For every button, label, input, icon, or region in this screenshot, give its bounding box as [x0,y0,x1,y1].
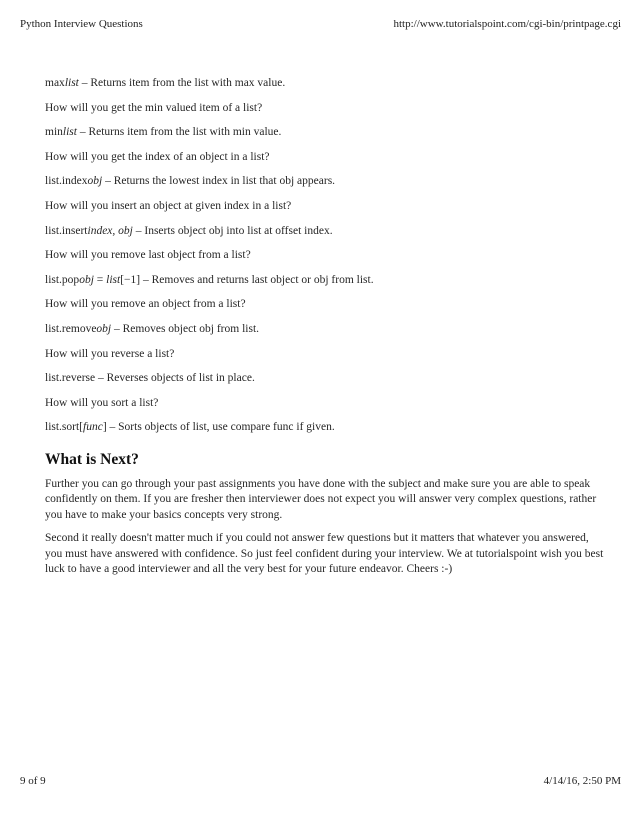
text-run: [−1] [120,273,141,286]
text-run: – Returns the lowest index in list that obj appears. [102,175,336,188]
list-item [45,322,605,347]
text-run: – Returns item from the list with max value. [78,77,286,89]
list-item [45,248,605,273]
list-item [45,273,605,298]
list-item [45,101,605,126]
list-item [45,76,605,101]
italic-run: list [106,273,121,286]
list-item [45,199,605,224]
text-run: How will you reverse a list? [45,347,175,360]
italic-run: list [64,77,79,89]
text-run: How will you sort a list? [45,396,159,409]
text-run: max [45,77,65,89]
text-run: How will you get the index of an object in a list? [45,150,270,163]
list-item [45,347,605,372]
print-datetime: 4/14/16, 2:50 PM [543,775,621,787]
list-item [45,125,605,150]
document-body [45,76,605,578]
list-item [45,297,605,322]
page-number: 9 of 9 [20,775,46,787]
text-run: – Returns item from the list with min value. [76,126,282,139]
list-item [45,224,605,249]
italic-run: index, obj [87,224,133,237]
italic-run: obj [96,322,112,335]
page-url: http://www.tutorialspoint.com/cgi-bin/printpage.cgi [393,18,621,30]
section-paragraph: Further you can go through your past assignments you have done with the subject and make sure you are able to speak confidently on them. If you are fresher then interviewer does not expect you will answer very complex questions, rather you have to make your basics concepts very strong. [45,477,597,521]
text-run: How will you remove an object from a list? [45,298,246,311]
text-run: list.sort[ [45,421,84,434]
text-run: min [45,126,63,139]
print-footer [20,774,621,788]
text-run: list.remove [45,322,97,335]
text-run: ] – Sorts objects of list, use compare func if given. [102,421,335,434]
list-item [45,371,605,396]
italic-run: obj [87,175,103,188]
text-run: – Removes object obj from list. [111,322,260,335]
text-run: – Inserts object obj into list at offset index. [132,224,333,237]
qa-list [45,76,605,445]
italic-run: obj [79,273,94,286]
list-item [45,396,605,421]
page-title: Python Interview Questions [20,18,143,30]
section-paragraph: Second it really doesn't matter much if you could not answer few questions but it matters that whatever you answered, you must have answered with confidence. So just feel confident during your interview. We at tutorialspoint wish you best luck to have a good interviewer and all the very best for your future endeavor. Cheers :-) [45,532,604,576]
text-run: list.insert [45,224,88,237]
list-item [45,150,605,175]
list-item [45,174,605,199]
text-run: How will you remove last object from a list? [45,249,251,262]
text-run: list.index [45,175,88,188]
section-heading: What is Next? [45,450,139,468]
italic-run: func [83,421,103,434]
text-run: = [93,273,107,286]
italic-run: list [62,126,77,139]
text-run: How will you insert an object at given index in a list? [45,199,292,212]
list-item [45,420,605,445]
text-run: list.reverse – Reverses objects of list in place. [45,372,255,385]
text-run: list.pop [45,273,80,286]
print-header [20,17,621,31]
text-run: How will you get the min valued item of a list? [45,101,263,114]
text-run: – Removes and returns last object or obj from list. [140,273,374,286]
